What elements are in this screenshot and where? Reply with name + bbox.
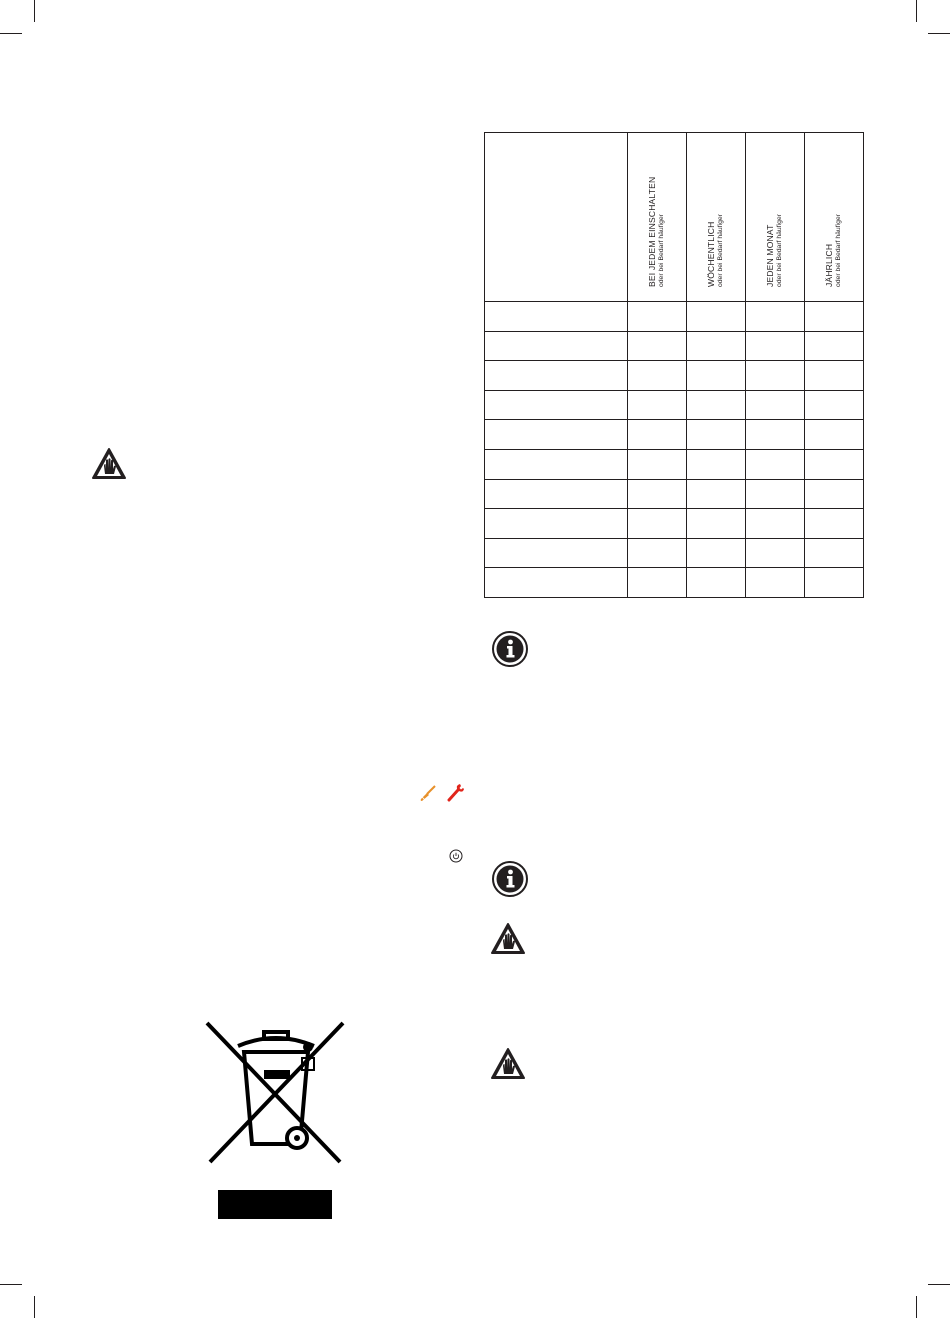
table-cell xyxy=(746,420,805,450)
table-cell xyxy=(628,479,687,509)
header-cell-every-startup xyxy=(628,133,687,302)
table-cell xyxy=(687,538,746,568)
header-main-label: JEDEN MONAT xyxy=(765,224,775,287)
table-row xyxy=(485,390,864,420)
table-cell xyxy=(687,449,746,479)
table-cell xyxy=(485,420,628,450)
header-cell-yearly xyxy=(805,133,864,302)
header-cell-monthly xyxy=(746,133,805,302)
hand-warning-icon xyxy=(490,1047,526,1080)
table-cell xyxy=(805,538,864,568)
header-sub-label: oder bei Bedarf häufiger xyxy=(717,214,724,287)
table-cell xyxy=(628,420,687,450)
crop-mark xyxy=(928,33,950,34)
table-cell xyxy=(485,302,628,332)
table-cell xyxy=(805,449,864,479)
table-cell xyxy=(805,479,864,509)
hand-warning-icon xyxy=(490,922,526,955)
table-cell xyxy=(628,361,687,391)
crop-mark xyxy=(916,1296,917,1318)
table-row xyxy=(485,449,864,479)
table-cell xyxy=(687,331,746,361)
table-cell xyxy=(485,568,628,598)
header-main-label: WÖCHENTLICH xyxy=(706,221,716,287)
brush-icon xyxy=(418,783,438,803)
table-cell xyxy=(628,538,687,568)
table-cell xyxy=(628,390,687,420)
table-cell xyxy=(746,302,805,332)
table-cell xyxy=(746,509,805,539)
table-cell xyxy=(687,568,746,598)
table-cell xyxy=(805,331,864,361)
crossed-out-wheelie-bin-icon xyxy=(204,1020,350,1166)
table-cell xyxy=(628,302,687,332)
table-cell xyxy=(805,509,864,539)
header-sub-label: oder bei Bedarf häufiger xyxy=(835,214,842,287)
table-row xyxy=(485,331,864,361)
table-cell xyxy=(746,449,805,479)
table-cell xyxy=(485,479,628,509)
header-cell-blank xyxy=(485,133,628,302)
header-main-label: JÄHRLICH xyxy=(824,243,834,287)
wrench-icon xyxy=(446,782,466,802)
table-cell xyxy=(805,302,864,332)
crop-mark xyxy=(928,1284,950,1285)
table-cell xyxy=(628,509,687,539)
table-cell xyxy=(687,361,746,391)
table-cell xyxy=(687,302,746,332)
header-main-label: BEI JEDEM EINSCHALTEN xyxy=(647,176,657,287)
crop-mark xyxy=(0,1284,22,1285)
table-cell xyxy=(805,420,864,450)
header-cell-weekly xyxy=(687,133,746,302)
table-cell xyxy=(746,568,805,598)
hand-warning-icon xyxy=(91,447,127,480)
table-cell xyxy=(485,390,628,420)
header-sub-label: oder bei Bedarf häufiger xyxy=(658,214,665,287)
table-cell xyxy=(746,361,805,391)
table-row xyxy=(485,479,864,509)
crop-mark xyxy=(0,33,22,34)
table-row xyxy=(485,361,864,391)
header-sub-label: oder bei Bedarf häufiger xyxy=(776,214,783,287)
info-icon xyxy=(491,860,529,898)
table-body xyxy=(485,302,864,598)
table-cell xyxy=(805,568,864,598)
maintenance-schedule-table xyxy=(484,132,864,598)
table-cell xyxy=(687,420,746,450)
table-row xyxy=(485,302,864,332)
table-header-row xyxy=(485,133,864,302)
table-cell xyxy=(746,390,805,420)
table-cell xyxy=(746,331,805,361)
table-cell xyxy=(687,390,746,420)
disposal-black-bar xyxy=(218,1190,332,1219)
table-cell xyxy=(485,331,628,361)
table-cell xyxy=(628,568,687,598)
table-cell xyxy=(485,509,628,539)
table-cell xyxy=(746,479,805,509)
table-cell xyxy=(805,390,864,420)
table-row xyxy=(485,568,864,598)
table-row xyxy=(485,420,864,450)
table-cell xyxy=(746,538,805,568)
table-cell xyxy=(628,449,687,479)
table-cell xyxy=(485,449,628,479)
info-icon xyxy=(491,630,529,668)
table-cell xyxy=(687,509,746,539)
table-row xyxy=(485,538,864,568)
power-button-icon xyxy=(449,849,463,863)
table-cell xyxy=(485,538,628,568)
table-cell xyxy=(628,331,687,361)
table-row xyxy=(485,509,864,539)
table-cell xyxy=(805,361,864,391)
crop-mark xyxy=(916,0,917,22)
crop-mark xyxy=(34,1296,35,1318)
table-cell xyxy=(687,479,746,509)
crop-mark xyxy=(34,0,35,22)
table-cell xyxy=(485,361,628,391)
